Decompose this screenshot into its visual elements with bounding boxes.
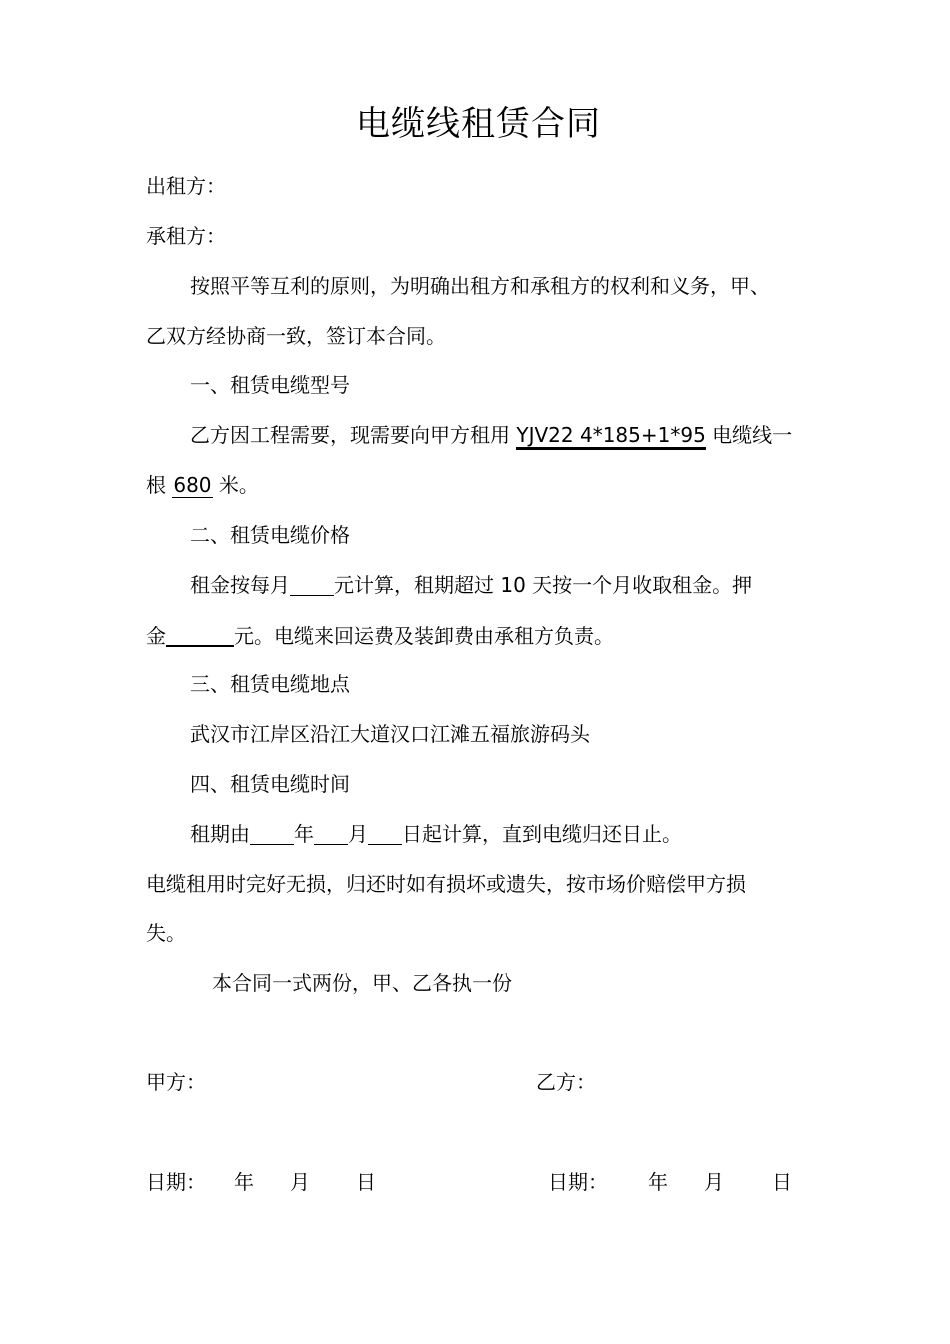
- section-4-line-1: [190, 820, 682, 848]
- overdue-days: 10: [500, 573, 526, 597]
- party-a-date-month: 月: [290, 1170, 310, 1194]
- damage-clause-line-2: 失。: [146, 921, 186, 945]
- section-1-text-c: 根: [146, 473, 166, 497]
- lessee-label: 承租方：: [146, 224, 226, 248]
- copies-clause: 本合同一式两份，甲、乙各执一份: [212, 971, 512, 995]
- section-2-text-e: 元。电缆来回运费及装卸费由承租方负责。: [234, 624, 614, 648]
- party-a-signature-label: 甲方：: [146, 1070, 206, 1094]
- rental-location: 武汉市江岸区沿江大道汉口江滩五福旅游码头: [190, 722, 590, 746]
- section-2-text-b: 元计算，租期超过: [334, 573, 494, 597]
- party-b-date-year: 年: [648, 1170, 668, 1194]
- section-4-heading: 四、租赁电缆时间: [190, 772, 350, 796]
- section-1-text-d: 米。: [218, 473, 259, 497]
- section-4-month: 月: [348, 822, 368, 846]
- section-2-heading: 二、租赁电缆价格: [190, 523, 350, 547]
- section-4-year: 年: [294, 822, 314, 846]
- intro-line-2: 乙双方经协商一致，签订本合同。: [146, 324, 446, 348]
- section-2-text-d: 金: [146, 624, 166, 648]
- section-1-line-2: [146, 471, 259, 499]
- section-1-text-b: 电缆线一: [712, 423, 793, 447]
- start-month-blank: [314, 820, 348, 845]
- cable-model: YJV22 4*185+1*95: [516, 423, 705, 450]
- party-b-signature-label: 乙方：: [536, 1070, 596, 1094]
- section-2-line-2: [146, 621, 614, 650]
- cable-length: 680: [173, 473, 212, 497]
- section-2-line-1: [190, 571, 752, 599]
- section-1-text-a: 乙方因工程需要，现需要向甲方租用: [190, 423, 510, 447]
- section-2-text-a: 租金按每月: [190, 573, 290, 597]
- party-a-date-label: 日期：: [146, 1170, 206, 1194]
- section-4-text-b: 日起计算，直到电缆归还日止。: [402, 822, 682, 846]
- section-1-heading: 一、租赁电缆型号: [190, 373, 350, 397]
- party-a-date-day: 日: [356, 1170, 376, 1194]
- start-year-blank: [250, 820, 294, 845]
- party-b-date-label: 日期：: [548, 1170, 608, 1194]
- section-4-text-a: 租期由: [190, 822, 250, 846]
- section-1-line-1: [190, 421, 792, 449]
- monthly-rent-blank: [290, 571, 334, 596]
- deposit-blank: [166, 621, 234, 647]
- party-b-date-month: 月: [704, 1170, 724, 1194]
- section-2-text-c: 天按一个月收取租金。押: [532, 573, 753, 597]
- damage-clause-line-1: 电缆租用时完好无损，归还时如有损坏或遗失，按市场价赔偿甲方损: [146, 872, 746, 896]
- contract-title: 电缆线租赁合同: [356, 104, 601, 144]
- party-a-date-year: 年: [234, 1170, 254, 1194]
- lessor-label: 出租方：: [146, 174, 226, 198]
- party-b-date-day: 日: [772, 1170, 792, 1194]
- start-day-blank: [368, 820, 402, 845]
- intro-line-1: 按照平等互利的原则，为明确出租方和承租方的权利和义务，甲、: [190, 274, 770, 298]
- section-3-heading: 三、租赁电缆地点: [190, 672, 350, 696]
